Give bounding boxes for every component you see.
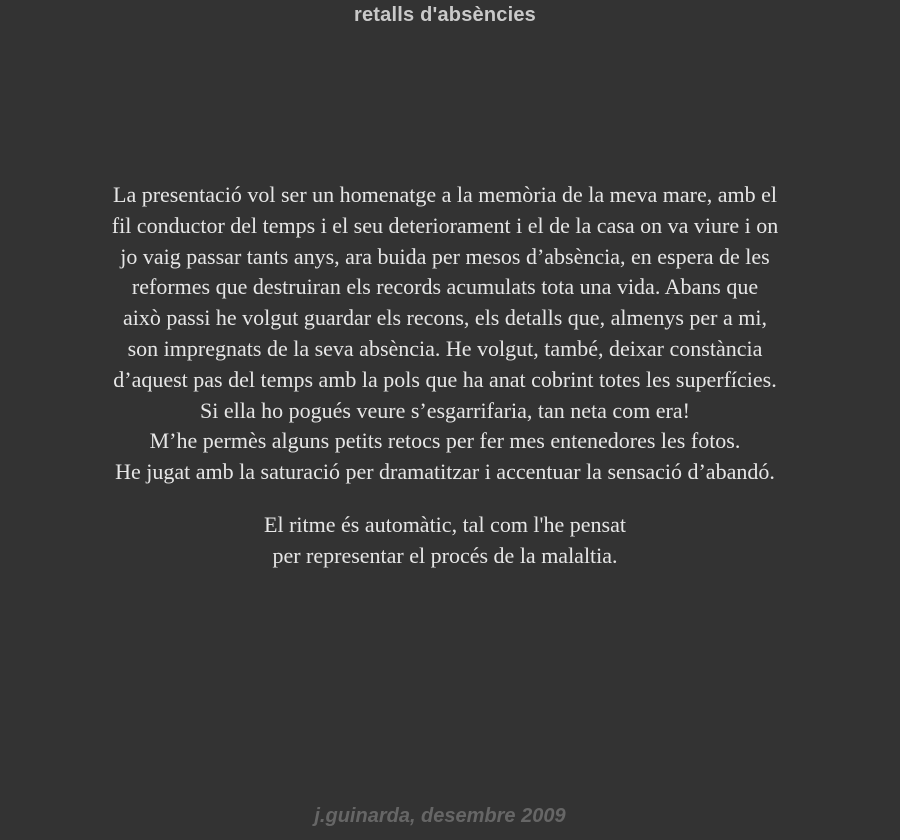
intro-line: son impregnats de la seva absència. He volgut, també, deixar constància [127, 335, 763, 361]
intro-line: He jugat amb la saturació per dramatitzar i accentuar la sensació d’abandó. [115, 459, 775, 485]
intro-line: reformes que destruiran els records acumulats tota una vida. Abans que [131, 274, 759, 300]
rhythm-line: per representar el procés de la malaltia. [272, 542, 618, 568]
rhythm-line: El ritme és automàtic, tal com l'he pensat [264, 512, 626, 537]
rhythm-paragraph [0, 510, 890, 572]
intro-line: Si ella ho pogués veure s’esgarrifaria, tan neta com era! [200, 397, 690, 423]
intro-paragraph [0, 180, 890, 488]
author-signature: j.guinarda, desembre 2009 [314, 805, 566, 827]
page-title: retalls d'absències [354, 4, 536, 26]
intro-line: M’he permès alguns petits retocs per fer mes entenedores les fotos. [149, 428, 741, 454]
intro-line: La presentació vol ser un homenatge a la memòria de la meva mare, amb el [113, 182, 777, 207]
intro-line: d’aquest pas del temps amb la pols que ha anat cobrint totes les superfícies. [113, 366, 777, 392]
intro-line: fil conductor del temps i el seu deteriorament i el de la casa on va viure i on [111, 212, 779, 238]
intro-line: jo vaig passar tants anys, ara buida per mesos d’absència, en espera de les [120, 243, 770, 269]
intro-line: això passi he volgut guardar els recons, els detalls que, almenys per a mi, [123, 305, 767, 331]
